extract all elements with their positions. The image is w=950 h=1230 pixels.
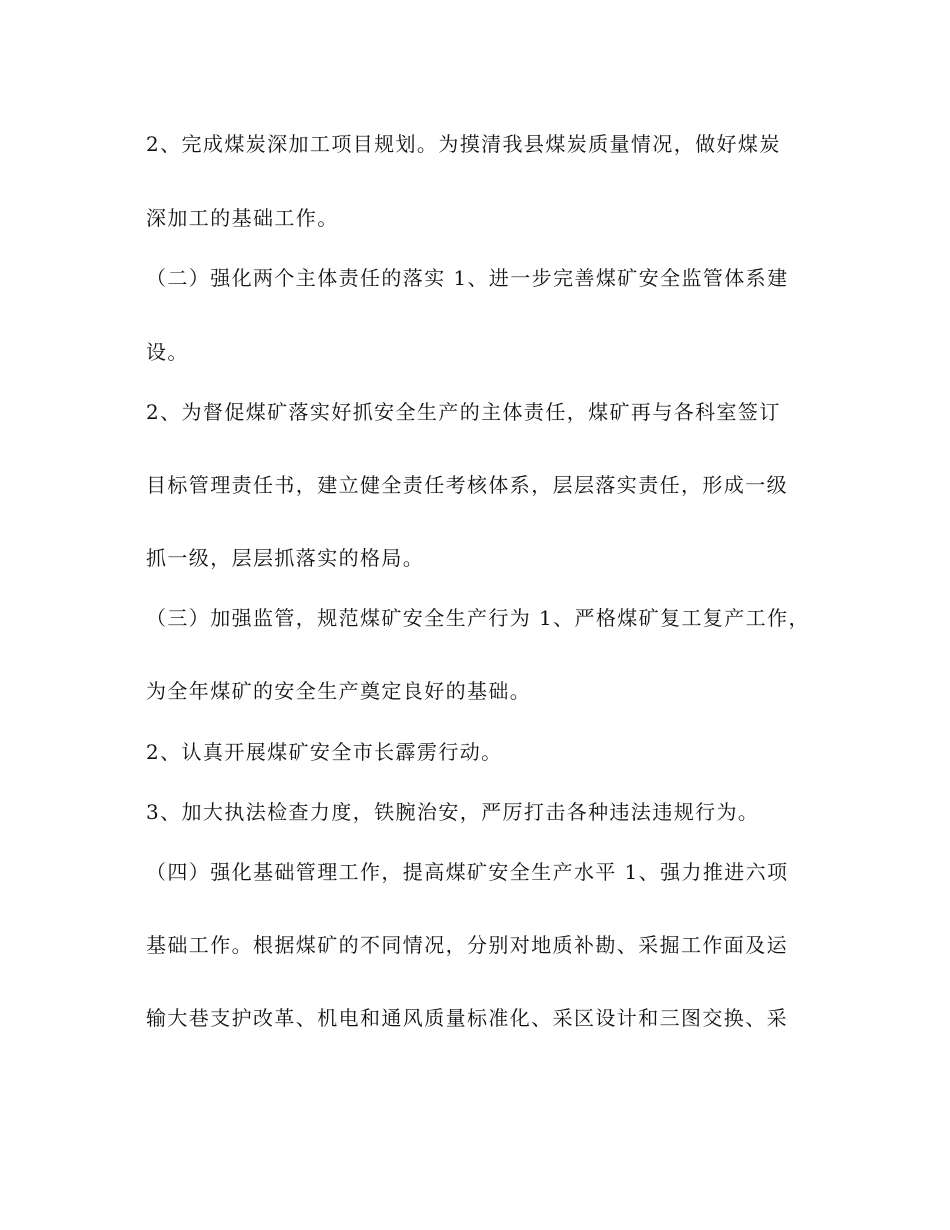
text-line: 2、认真开展煤矿安全市长霹雳行动。 — [146, 740, 503, 764]
text-line: 3、加大执法检查力度，铁腕治安，严厉打击各种违法违规行为。 — [146, 800, 760, 824]
text-line: 设。 — [146, 340, 189, 364]
text-line: 目标管理责任书，建立健全责任考核体系，层层落实责任，形成一级 — [146, 473, 788, 497]
text-line: （三）加强监管，规范煤矿安全生产行为 1、严格煤矿复工复产工作， — [146, 606, 810, 630]
text-line: 为全年煤矿的安全生产奠定良好的基础。 — [146, 679, 532, 703]
text-line: 基础工作。根据煤矿的不同情况，分别对地质补勘、采掘工作面及运 — [146, 933, 788, 957]
text-line: 2、完成煤炭深加工项目规划。为摸清我县煤炭质量情况，做好煤炭 — [146, 132, 781, 156]
text-line: 输大巷支护改革、机电和通风质量标准化、采区设计和三图交换、采 — [146, 1006, 788, 1030]
text-line: （四）强化基础管理工作，提高煤矿安全生产水平 1、强力推进六项 — [146, 860, 789, 884]
text-line: 2、为督促煤矿落实好抓安全生产的主体责任，煤矿再与各科室签订 — [146, 400, 781, 424]
text-line: （二）强化两个主体责任的落实 1、进一步完善煤矿安全监管体系建 — [146, 266, 789, 290]
text-line: 深加工的基础工作。 — [146, 206, 339, 230]
text-line: 抓一级，层层抓落实的格局。 — [146, 546, 425, 570]
